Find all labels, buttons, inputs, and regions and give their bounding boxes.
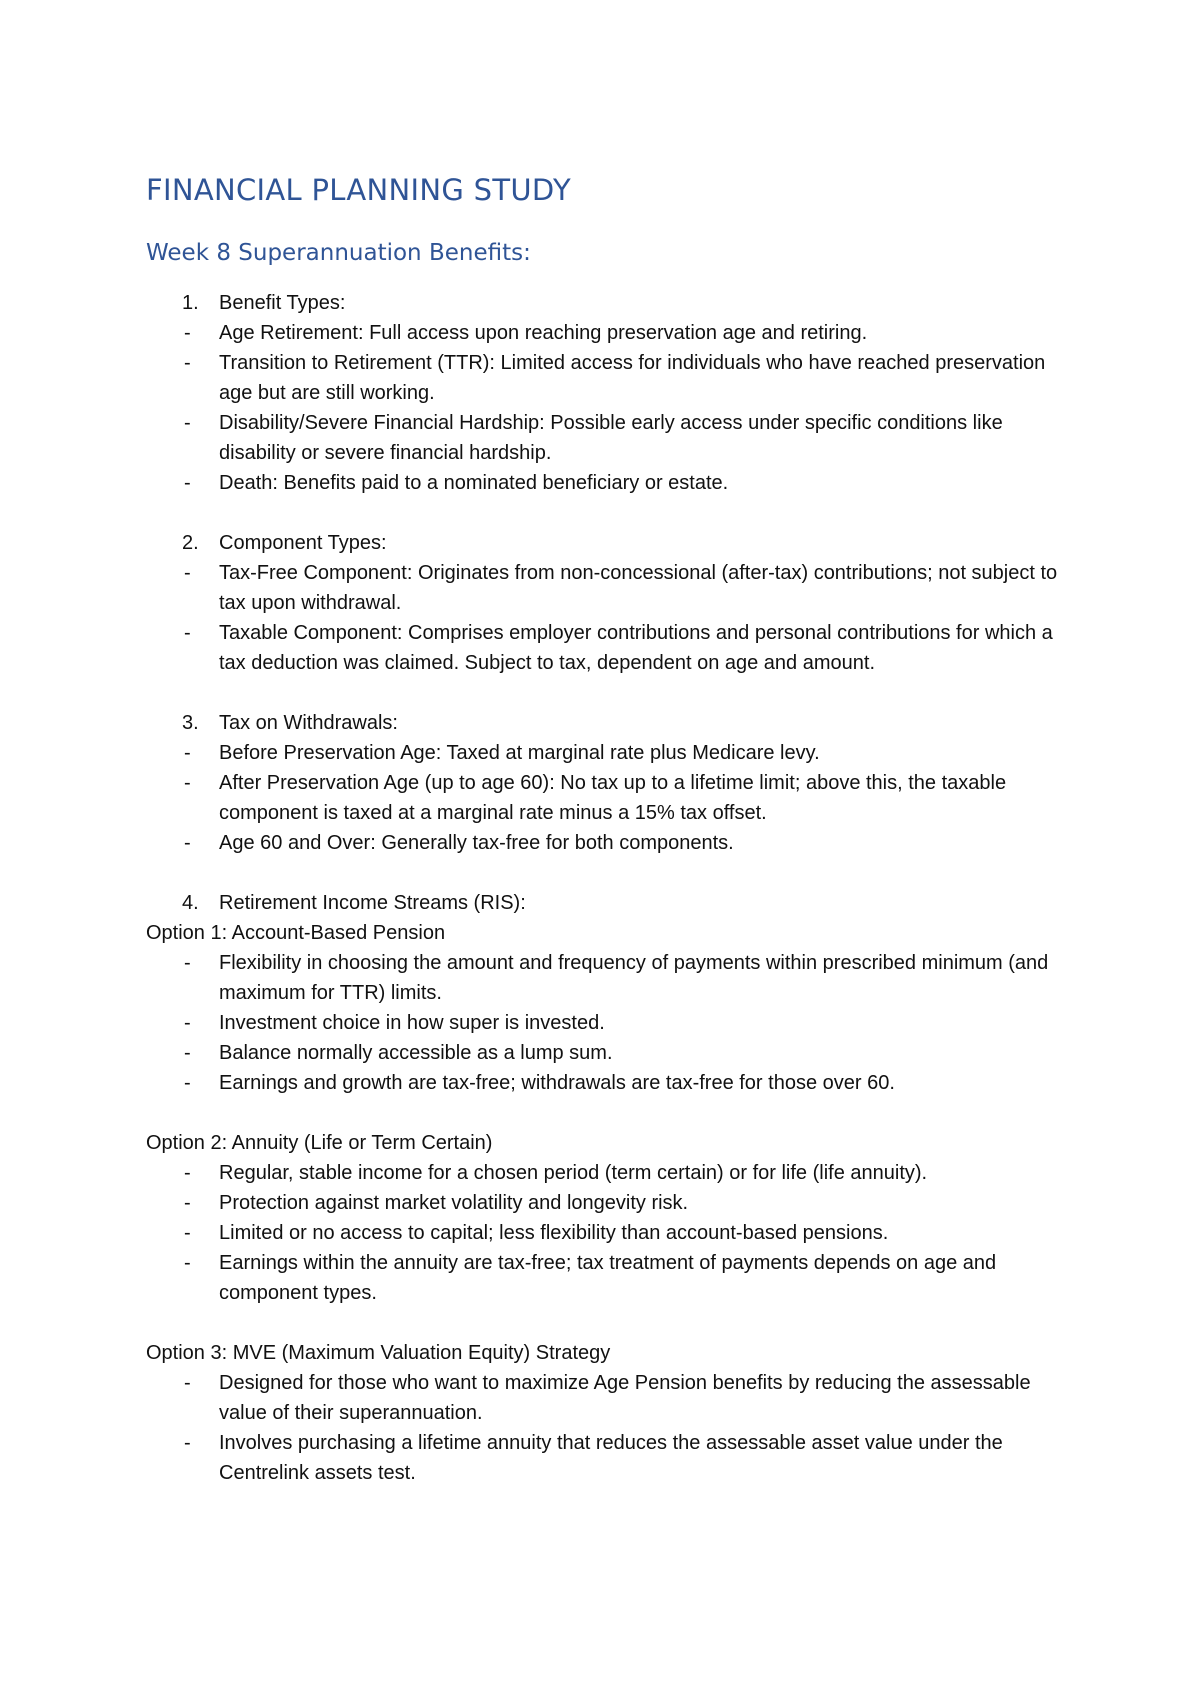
list-item: - Before Preservation Age: Taxed at marginal rate plus Medicare levy. — [184, 742, 820, 764]
option-title: Option 1: Account-Based Pension — [146, 922, 446, 944]
list-item: - Earnings and growth are tax-free; withdrawals are tax-free for those over 60. — [184, 1072, 895, 1094]
list-item: - Disability/Severe Financial Hardship: Possible early access under specific conditions like disability or severe financial hardship. — [184, 412, 1003, 464]
list-item: - Age Retirement: Full access upon reaching preservation age and retiring. — [184, 322, 868, 344]
list-item: - Balance normally accessible as a lump sum. — [184, 1042, 613, 1064]
section-benefit-types — [146, 288, 1066, 498]
section-retirement-income-streams — [146, 888, 1066, 1488]
list-item: - Death: Benefits paid to a nominated beneficiary or estate. — [184, 472, 729, 494]
list-item: - Tax-Free Component: Originates from non-concessional (after-tax) contributions; not subject to tax upon withdrawal. — [184, 562, 1058, 614]
option-title: Option 2: Annuity (Life or Term Certain) — [146, 1132, 493, 1154]
list-item: - Age 60 and Over: Generally tax-free for both components. — [184, 832, 734, 854]
list-item: - Involves purchasing a lifetime annuity that reduces the assessable asset value under the Centrelink assets test. — [184, 1432, 1003, 1484]
option-annuity — [146, 1128, 1066, 1308]
section-heading — [146, 288, 1066, 318]
section-heading-text: Retirement Income Streams (RIS): — [219, 892, 526, 914]
section-heading — [146, 888, 1066, 918]
section-heading — [146, 708, 1066, 738]
section-component-types — [146, 528, 1066, 678]
section-heading-text: Benefit Types: — [219, 292, 346, 314]
list-item: - Limited or no access to capital; less flexibility than account-based pensions. — [184, 1222, 889, 1244]
section-heading — [146, 528, 1066, 558]
list-item: - Taxable Component: Comprises employer contributions and personal contributions for which a tax deduction was claimed. Subject to tax, dependent on age and amount. — [184, 622, 1053, 674]
option-title: Option 3: MVE (Maximum Valuation Equity) Strategy — [146, 1342, 611, 1364]
section-number: 2. — [182, 532, 199, 554]
section-number: 1. — [182, 292, 199, 314]
section-heading-text: Tax on Withdrawals: — [219, 712, 398, 734]
list-item: - After Preservation Age (up to age 60): No tax up to a lifetime limit; above this, the taxable component is taxed at a marginal rate minus a 15% tax offset. — [184, 772, 1007, 824]
section-heading-text: Component Types: — [219, 532, 387, 554]
list-item: - Transition to Retirement (TTR): Limited access for individuals who have reached preservation age but are still working. — [184, 352, 1046, 404]
section-number: 3. — [182, 712, 199, 734]
list-item: - Investment choice in how super is invested. — [184, 1012, 605, 1034]
option-mve-strategy — [146, 1338, 1066, 1488]
document-subtitle: Week 8 Superannuation Benefits: — [146, 240, 531, 266]
section-number: 4. — [182, 892, 199, 914]
list-item: - Protection against market volatility and longevity risk. — [184, 1192, 689, 1214]
document-page — [146, 170, 1066, 1518]
section-tax-on-withdrawals — [146, 708, 1066, 858]
list-item: - Earnings within the annuity are tax-free; tax treatment of payments depends on age and component types. — [184, 1252, 997, 1304]
list-item: - Designed for those who want to maximize Age Pension benefits by reducing the assessable value of their superannuation. — [184, 1372, 1031, 1424]
list-item: - Regular, stable income for a chosen period (term certain) or for life (life annuity). — [184, 1162, 928, 1184]
document-title: FINANCIAL PLANNING STUDY — [146, 173, 571, 207]
option-account-based-pension — [146, 918, 1066, 1098]
list-item: - Flexibility in choosing the amount and frequency of payments within prescribed minimum (and maximum for TTR) limits. — [184, 952, 1049, 1004]
